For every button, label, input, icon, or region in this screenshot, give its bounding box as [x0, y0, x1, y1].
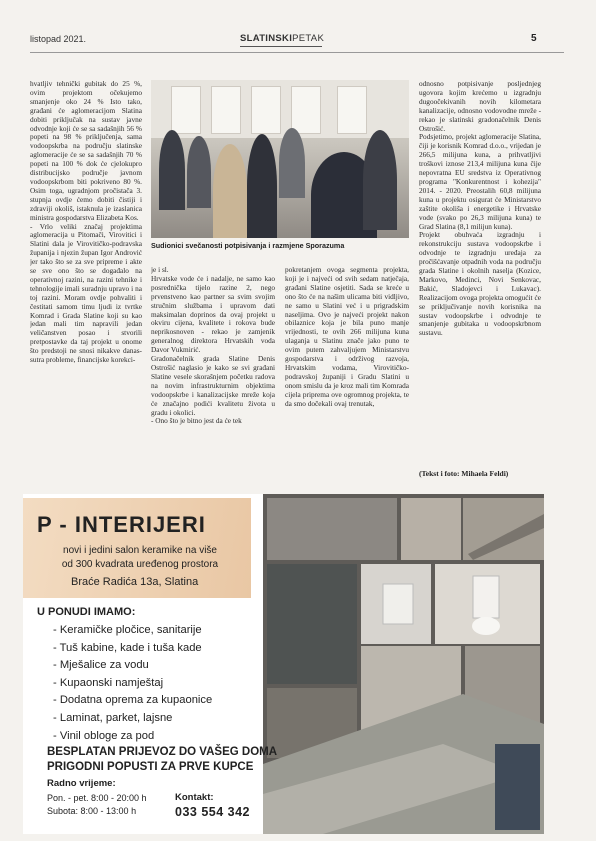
offer-item: - Vinil obloge za pod	[53, 728, 212, 746]
paragraph: odnosno potpisivanje posljednjeg ugovora kojim krećemo u izgradnju dugoočekivanih novih kilometara kanalizacije, odnosno vodovodne mreže - rekao je slatinski gradonačelnik Denis Ostrošić.	[419, 80, 541, 133]
logo-bold: SLATINSKI	[240, 33, 293, 44]
paragraph: Projekt obuhvaća izgradnju i rekonstrukciju sustava vodoopskrbe i odvodnje te izgradnju uređaja za pročišćavanje otpadnih voda na području grada Slatine i okolnih naselja (Kozice, Markovo, Medinci, Novi Senkovac, Bakić, Sladojevci i Lukavac). Realizacijom ovoga projekta omogućit će se priključivanje novih korisnika na sustav vodoopskrbe i odvodnje te smanjenje gubitaka u vodoopskrbnom sustavu.	[419, 230, 541, 338]
ad-promo	[47, 745, 277, 775]
logo-light: PETAK	[292, 33, 325, 44]
offer-item: - Mješalice za vodu	[53, 657, 212, 675]
paragraph: Gradonačelnik grada Slatine Denis Ostrošić naglasio je kako se svi građani Slatine vesele skorašnjem početku radova na novim infrastrukturnim objektima vodoopskrbe i kanalizacijske mreže koja će značajno podići kvalitetu života u gradu i okolici.	[151, 354, 275, 417]
collage-graphic	[263, 494, 544, 834]
ad-brand: P - INTERIJERI	[37, 512, 206, 537]
article-column-3	[285, 266, 409, 484]
ad-subtitle-line: od 300 kvadrata uređenog prostora	[61, 559, 219, 570]
offer-item: - Dodatna oprema za kupaonice	[53, 692, 212, 710]
paragraph: Podsjetimo, projekt aglomeracije Slatina, čiji je korisnik Komrad d.o.o., vrijedan je 266,5 milijuna kuna, a prihvatljivi troškovi iznose 213,4 milijuna kuna čije nepovratna EU sredstva iz Operativnog programa "Konkurentnost i kohezija" 2014. - 2020. Preostalih 60,8 milijuna kuna u projektu osigurat će Ministarstvo zaštite okoliša i energetike i Hrvatske vode (svako po 26,3 milijuna kuna) te Grad Slatina (8,1 milijun kuna).	[419, 132, 541, 231]
phone-number: 033 554 342	[175, 805, 251, 819]
photo-caption: Sudionici svečanosti potpisivanja i razmjene Sporazuma	[151, 241, 345, 250]
newspaper-logo	[240, 33, 324, 44]
article-column-2	[151, 266, 275, 484]
offer-list	[53, 622, 212, 745]
logo-underline	[240, 46, 322, 47]
offer-item: - Keramičke pločice, sanitarije	[53, 622, 212, 640]
offer-item: - Kupaonski namještaj	[53, 675, 212, 693]
contact-title: Kontakt:	[175, 792, 214, 803]
hours-title: Radno vrijeme:	[47, 778, 116, 789]
ad-address: Braće Radića 13a, Slatina	[71, 576, 199, 588]
ad-subtitle-line: novi i jedini salon keramike na više	[63, 545, 217, 556]
ad-banner	[23, 498, 251, 598]
ad-subtitle	[35, 544, 245, 572]
offer-title: U PONUDI IMAMO:	[37, 606, 136, 618]
opening-hours	[47, 792, 147, 818]
article-credit: (Tekst i foto: Mihaela Feldi)	[419, 469, 509, 478]
hours-line: Pon. - pet. 8:00 - 20:00 h	[47, 793, 147, 803]
header-rule	[30, 52, 564, 53]
paragraph: - Vrlo veliki značaj projektima aglomeracija u Pitomači, Virovitici i Slatini dala je Virovitičko-podravska županija i njezin župan Igor Andrović jer tako što se za sve pripreme i akte se sve ono što se događalo na operativnoj razini, na razini tehnike i tehnologije imali suradnju upravo i na toj razini. Moram ovdje pohvaliti i čestitati samom timu ljudi iz tvrtke Komrad i Grada Slatine koji su kao jedan mali tim napravili jedan veličanstven posao i stvorili pretpostavke da taj projekt u onome što predstoji ne snosi nikakve danas-sutra probleme, financijske korekci-	[30, 221, 142, 365]
paragraph: - Ono što je bitno jest da će tek	[151, 416, 242, 426]
article-column-1	[30, 80, 142, 484]
paragraph: je i sl.	[151, 266, 169, 274]
paragraph: hvatljiv tehnički gubitak do 25 %, ovim projektom očekujemo smanjenje oko 24 % Isto tako, građani će aglomeracijom Slatina dobiti priključak na sustav javne odvodnje koji će se sa sadašnjih 56 % popeti na 98 % priključenja, sama vodoopskrba na području slatinske aglomeracije će se sa sadašnjih 70 % popeti na 100 % dok će cjelokupro distribucijsko područje javnom vodoopskrbom biti pokriveno 80 %. Osim toga, ugradnjom pročistača 3. stupnja ovdje ćemo dobiti čistiji i zdraviji okoliš, istaknula je izaslanica ministra gospodarstva Elizabeta Kos.	[30, 80, 142, 222]
page-number: 5	[531, 33, 537, 44]
article-photo	[151, 80, 409, 238]
advertisement	[23, 494, 544, 834]
promo-line: BESPLATAN PRIJEVOZ DO VAŠEG DOMA	[47, 746, 278, 758]
issue-date: listopad 2021.	[30, 34, 87, 44]
article-column-4	[419, 80, 541, 460]
offer-item: - Tuš kabine, kade i tuša kade	[53, 640, 212, 658]
offer-item: - Laminat, parket, lajsne	[53, 710, 212, 728]
paragraph: pokretanjem ovoga segmenta projekta, koji je i najveći od svih sedam natječaja, građani Slatine osjetiti. Sada se kreće u ono što će na našim ulicama biti vidljivo, ne samo u Slatini već i u prigradskim naseljima. Ovo je najveći projekt nakon obilaznice koja je bila puno manje vrijednosti, te ovih 266 milijuna kuna ulaganja u Slatinu znače jako puno te ovim putem zahvaljujem Ministarstvu gospodarstva i održivog razvoja, Hrvatskim vodama, Virovitičko-podravskoj županiji i Gradu Slatini u onom smislu da je kroz mali tim Komrada cijela priprema ove ogromnog projekta, te da smo dočekali ovaj trenutak,	[285, 266, 409, 408]
paragraph: Hrvatske vode će i nadalje, ne samo kao posrednička tijelo razine 2, nego prvenstveno kao partner sa svim svojim stručnim službama i upravom dati maksimalan doprinos da ovaj projekt u okviru cijena, kvalitete i rokova bude neprikosnoven - rekao je zamjenik generalnog direktora Hrvatskih voda Davor Vukmirić.	[151, 273, 275, 355]
showroom-photo-collage	[263, 494, 544, 834]
hours-line: Subota: 8:00 - 13:00 h	[47, 806, 137, 816]
promo-line: PRIGODNI POPUSTI ZA PRVE KUPCE	[47, 761, 254, 773]
